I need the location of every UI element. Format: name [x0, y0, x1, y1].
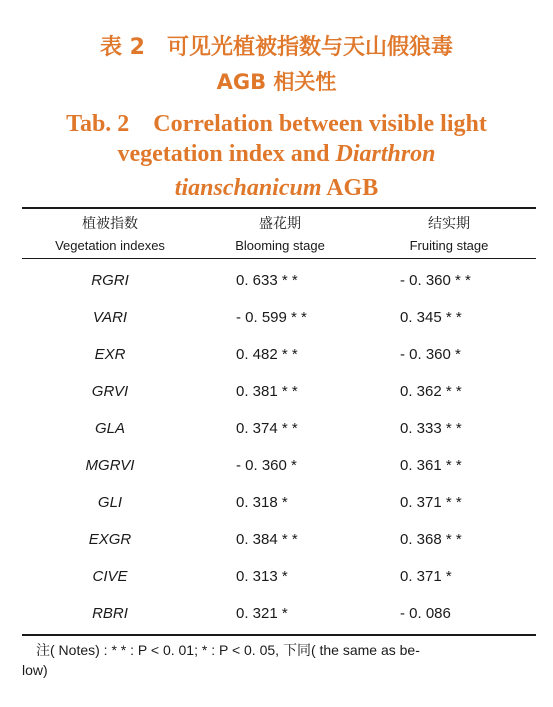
table-note: 注( Notes) : * * : P < 0. 01; * : P < 0. 05, 下同( the same as be- [36, 642, 420, 658]
table-row [0, 272, 553, 296]
column-header-index [22, 214, 198, 256]
blooming-cell: - 0. 360 * [236, 457, 297, 474]
index-cell: EXGR [88, 531, 132, 548]
blooming-cell: 0. 374 * * [236, 420, 298, 437]
blooming-cell: 0. 381 * * [236, 383, 298, 400]
fruiting-cell: 0. 361 * * [400, 457, 462, 474]
table-top-rule [22, 207, 536, 209]
index-cell: RGRI [91, 272, 129, 289]
index-cell: CIVE [92, 568, 128, 585]
blooming-cell: 0. 633 * * [236, 272, 298, 289]
index-cell: EXR [94, 346, 126, 363]
table-row [0, 309, 553, 333]
fruiting-cell: 0. 368 * * [400, 531, 462, 548]
table-bottom-rule [22, 634, 536, 636]
table-title-english: Tab. 2 Correlation between visible light [66, 111, 487, 137]
blooming-cell: - 0. 599 * * [236, 309, 307, 326]
species-genus: Diarthron [335, 141, 436, 167]
blooming-cell: 0. 321 * [236, 605, 288, 622]
title-text: vegetation index and [117, 141, 336, 167]
fruiting-cell: 0. 371 * * [400, 494, 462, 511]
blooming-cell: 0. 313 * [236, 568, 288, 585]
table-row [0, 457, 553, 481]
column-header-cn: 盛花期 [259, 216, 301, 232]
blooming-cell: 0. 318 * [236, 494, 288, 511]
index-cell: MGRVI [85, 457, 135, 474]
table-title-chinese: 表 2 可见光植被指数与天山假狼毒 [100, 35, 453, 60]
table-row [0, 420, 553, 444]
column-header-cn: 植被指数 [82, 216, 138, 232]
table-title-english-line2 [0, 141, 553, 168]
fruiting-cell: 0. 371 * [400, 568, 452, 585]
fruiting-cell: - 0. 360 * * [400, 272, 471, 289]
table-row [0, 346, 553, 370]
fruiting-cell: - 0. 360 * [400, 346, 461, 363]
table-row [0, 494, 553, 518]
index-cell: GRVI [91, 383, 129, 400]
blooming-cell: 0. 384 * * [236, 531, 298, 548]
fruiting-cell: 0. 333 * * [400, 420, 462, 437]
table-row [0, 568, 553, 592]
table-title-english-line3 [0, 175, 553, 202]
fruiting-cell: - 0. 086 [400, 605, 451, 622]
fruiting-cell: 0. 362 * * [400, 383, 462, 400]
column-header-en: Blooming stage [235, 238, 325, 253]
title-text: AGB [321, 175, 379, 201]
species-epithet: tianschanicum [174, 175, 322, 201]
table-row [0, 531, 553, 555]
index-cell: GLA [94, 420, 125, 437]
table-title-chinese-continued: AGB 相关性 [216, 70, 337, 94]
column-header-cn: 结实期 [428, 216, 470, 232]
table-row [0, 383, 553, 407]
table-header-rule [22, 258, 536, 259]
column-header-blooming [198, 214, 362, 256]
column-header-en: Fruiting stage [409, 238, 489, 253]
table-row [0, 605, 553, 629]
fruiting-cell: 0. 345 * * [400, 309, 462, 326]
index-cell: RBRI [92, 605, 128, 622]
column-header-en: Vegetation indexes [55, 238, 165, 253]
index-cell: GLI [97, 494, 123, 511]
index-cell: VARI [92, 309, 128, 326]
table-note-continued: low) [22, 662, 48, 678]
blooming-cell: 0. 482 * * [236, 346, 298, 363]
column-header-fruiting [362, 214, 536, 256]
